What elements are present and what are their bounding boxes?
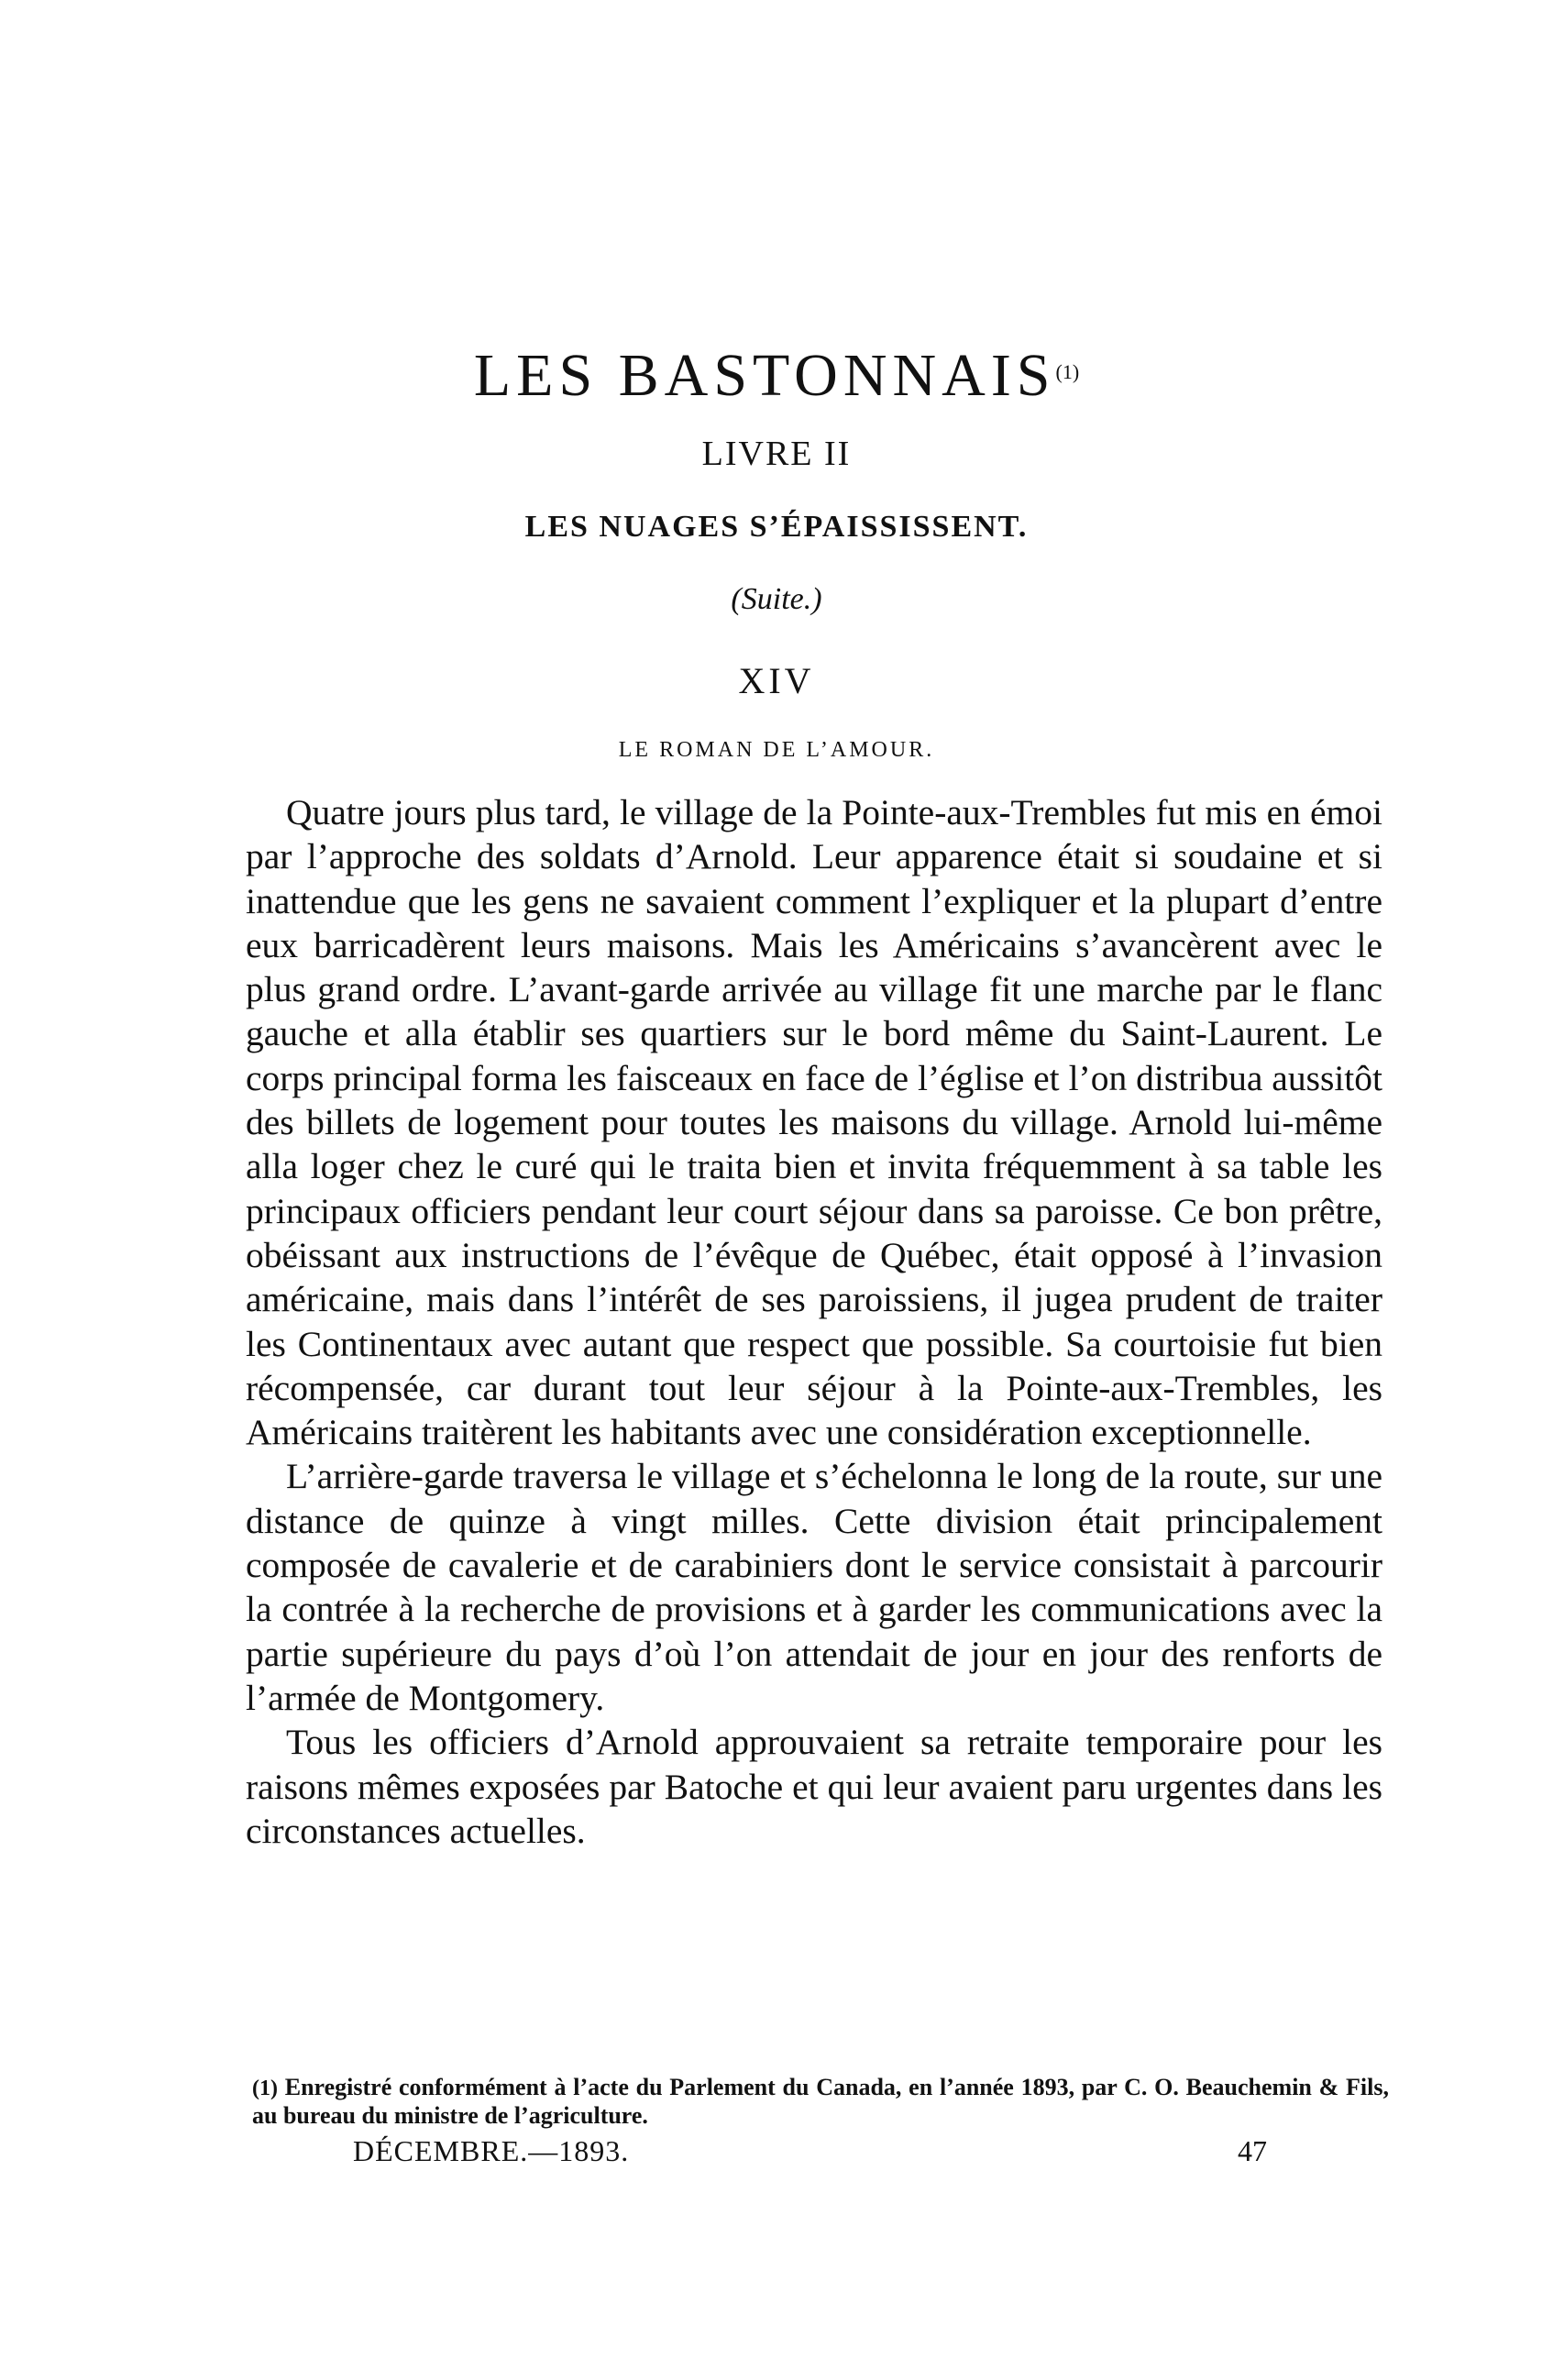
paragraph: L’arrière-garde traversa le village et s’échelonna le long de la route, sur une distance de quinze à vingt milles. Cette division était principalement composée de cavalerie et de carabiniers dont le service consistait à parcourir la contrée à la recherche de provisions et à garder les communications avec la partie supérieure du pays d’où l’on attendait de jour en jour des renforts de l’armée de Montgomery. — [246, 1456, 1382, 1718]
footnote-text: Enregistré conformément à l’acte du Parlement du Canada, en l’année 1893, par C. O. Beauchemin & Fils, au bureau du ministre de l’agriculture. — [252, 2074, 1390, 2129]
footnote — [252, 2074, 1389, 2130]
paragraph: Quatre jours plus tard, le village de la Pointe-aux-Trembles fut mis en émoi par l’approche des soldats d’Arnold. Leur apparence était si soudaine et si inattendue que les gens ne savaient comment l’expliquer et la plupart d’entre eux barricadèrent leurs maisons. Mais les Américains s’avancèrent avec le plus grand ordre. L’avant-garde arrivée au village fit une marche par le flanc gauche et alla établir ses quartiers sur le bord même du Saint-Laurent. Le corps principal forma les faisceaux en face de l’église et l’on distribua aussitôt des billets de logement pour toutes les maisons du village. Arnold lui-même alla loger chez le curé qui le traita bien et invita fréquemment à sa table les principaux officiers pendant leur court séjour dans sa paroisse. Ce bon prêtre, obéissant aux instructions de l’évêque de Québec, était opposé à l’invasion américaine, mais dans l’intérêt de ses paroissiens, il jugea prudent de traiter les Continentaux avec autant que respect que possible. Sa courtoisie fut bien récompensée, car durant tout leur séjour à la Pointe-aux-Trembles, les Américains traitèrent les habitants avec une considération exceptionnelle. — [246, 792, 1382, 1453]
title-footnote-marker: (1) — [1055, 360, 1080, 383]
chapter-title: LE ROMAN DE L’AMOUR. — [618, 738, 935, 762]
body-text — [246, 790, 1382, 1853]
paragraph: Tous les officiers d’Arnold approuvaient sa retraite temporaire pour les raisons mêmes exposées par Batoche et qui leur avaient paru urgentes dans les circonstances actuelles. — [246, 1722, 1382, 1851]
page-title — [0, 339, 1553, 413]
continued-note: (Suite.) — [731, 582, 822, 616]
page-number: 47 — [1238, 2134, 1267, 2167]
issue-date: DÉCEMBRE.—1893. — [353, 2134, 630, 2167]
book-subtitle: LES NUAGES S’ÉPAISSISSENT. — [524, 510, 1029, 544]
chapter-number: XIV — [738, 660, 815, 701]
book-heading: LIVRE II — [701, 435, 852, 473]
title-text: LES BASTONNAIS — [473, 342, 1056, 409]
footnote-marker: (1) — [252, 2077, 278, 2100]
